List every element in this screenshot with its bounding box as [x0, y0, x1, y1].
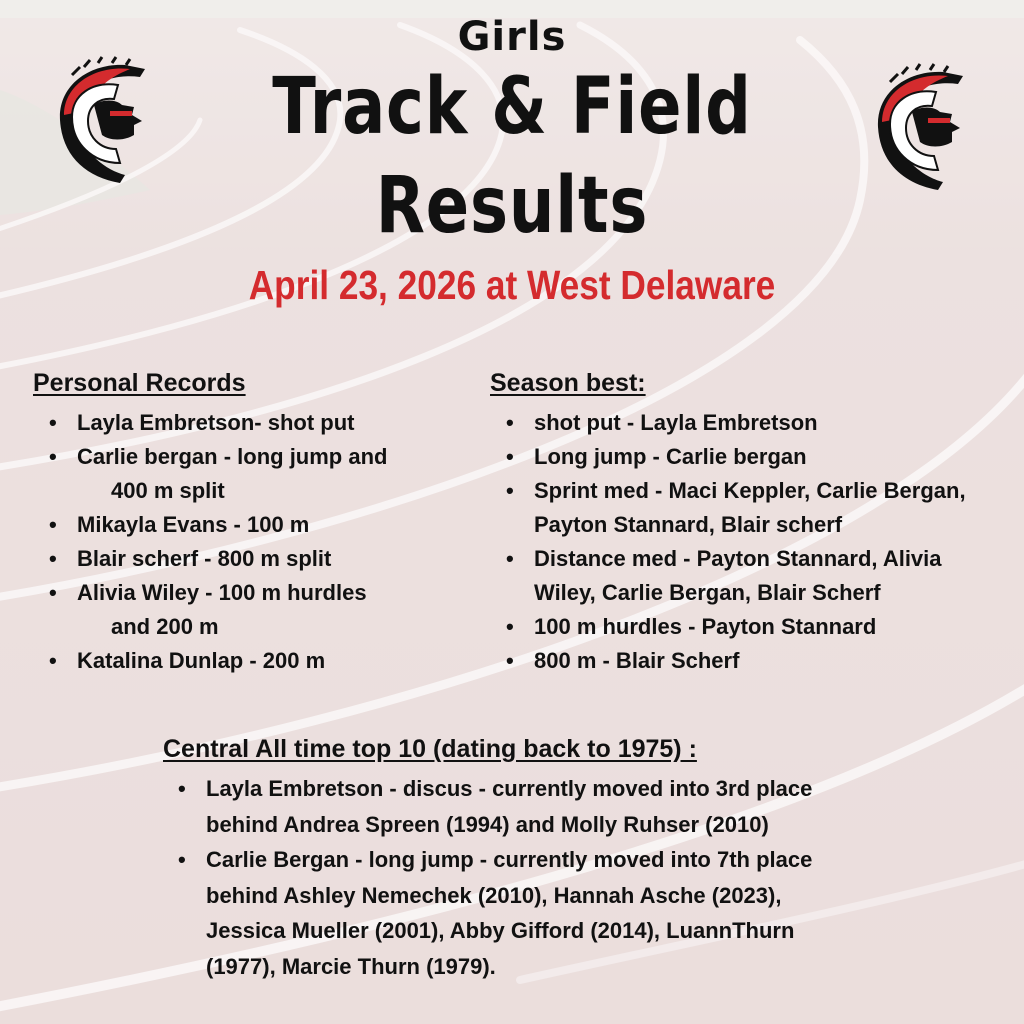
list-item-line: • Layla Embretson- shot put [77, 410, 355, 435]
season-best-heading: Season best: [490, 369, 646, 397]
list-item [162, 842, 922, 984]
personal-records-list [33, 406, 463, 678]
page-title-line-1: Track & Field [272, 62, 752, 152]
list-item [162, 771, 922, 842]
list-item-line: 400 m split [111, 478, 225, 503]
list-item [33, 406, 463, 440]
list-item-line: • 100 m hurdles - Payton Stannard [534, 614, 877, 639]
list-item [33, 644, 463, 678]
list-item-line: • Carlie bergan - long jump and [77, 444, 388, 469]
list-item-line: • Layla Embretson - discus - currently moved into 3rd place [206, 776, 813, 801]
list-item-line: Payton Stannard, Blair scherf [534, 512, 843, 537]
list-item-line: • Katalina Dunlap - 200 m [77, 648, 326, 673]
list-item [33, 508, 463, 542]
all-time-top-10-list [162, 771, 922, 984]
list-item-line: • 800 m - Blair Scherf [534, 648, 740, 673]
meet-date-location: April 23, 2026 at West Delaware [248, 262, 776, 308]
list-item [490, 542, 1020, 610]
list-item [33, 440, 463, 508]
list-item-line: • shot put - Layla Embretson [534, 410, 818, 435]
list-item-line: • Sprint med - Maci Keppler, Carlie Bergan, [534, 478, 966, 503]
header-girls: Girls [457, 14, 567, 60]
list-item-line: • Long jump - Carlie bergan [534, 444, 807, 469]
list-item [490, 474, 1020, 542]
list-item [490, 644, 1020, 678]
list-item-line: • Mikayla Evans - 100 m [77, 512, 310, 537]
list-item-line: (1977), Marcie Thurn (1979). [206, 953, 496, 979]
all-time-top-10-heading: Central All time top 10 (dating back to 1975) : [163, 735, 697, 763]
list-item-line: behind Andrea Spreen (1994) and Molly Ruhser (2010) [206, 811, 769, 837]
list-item-line: • Distance med - Payton Stannard, Alivia [534, 546, 942, 571]
list-item-line: • Alivia Wiley - 100 m hurdles [77, 580, 367, 605]
list-item [33, 542, 463, 576]
list-item-line: and 200 m [111, 614, 219, 639]
list-item [490, 610, 1020, 644]
list-item-line: • Blair scherf - 800 m split [77, 546, 332, 571]
page-title-line-2: Results [375, 161, 649, 251]
list-item [490, 440, 1020, 474]
season-best-list [490, 406, 1020, 678]
list-item [490, 406, 1020, 440]
personal-records-heading: Personal Records [33, 369, 246, 397]
list-item [33, 576, 463, 644]
list-item-line: behind Ashley Nemechek (2010), Hannah Asche (2023), [206, 882, 782, 908]
list-item-line: Jessica Mueller (2001), Abby Gifford (2014), LuannThurn [206, 918, 795, 943]
list-item-line: • Carlie Bergan - long jump - currently moved into 7th place [206, 847, 813, 872]
list-item-line: Wiley, Carlie Bergan, Blair Scherf [534, 580, 881, 605]
